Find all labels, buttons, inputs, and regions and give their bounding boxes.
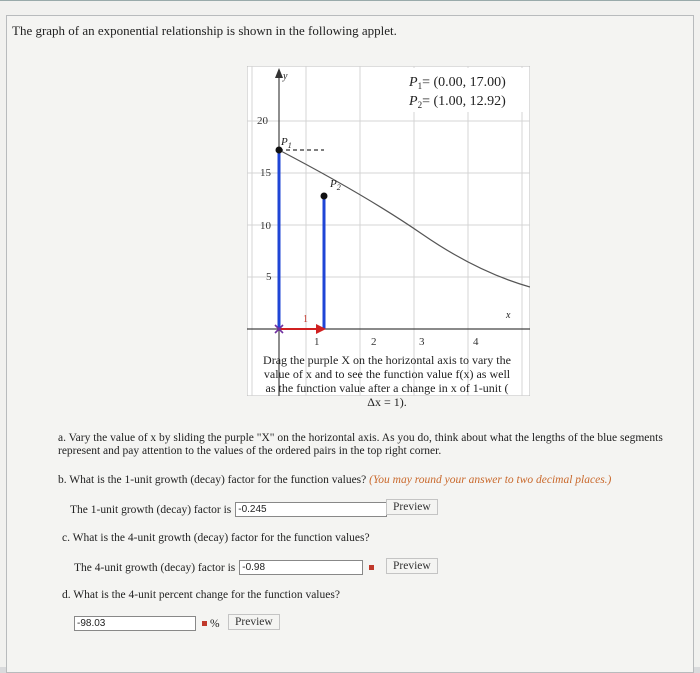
y-tick-label: 20 — [257, 115, 268, 127]
answer-row-d — [74, 616, 220, 631]
y-tick-label: 10 — [260, 220, 271, 232]
coordinates-readout — [402, 68, 528, 112]
y-tick-label: 15 — [260, 167, 271, 179]
x-tick-label: 1 — [303, 314, 308, 325]
preview-button-b[interactable]: Preview — [386, 499, 438, 515]
answer-row-b: The 1-unit growth (decay) factor is -0.245 — [70, 502, 398, 517]
percent-unit: % — [210, 617, 220, 630]
applet-caption: Drag the purple X on the horizontal axis to vary the value of x and to see the function value f(x) as well as the function value after a change in x of 1-unit ( Δx = 1). — [263, 353, 511, 409]
answer-input-d[interactable]: -98.03 — [74, 616, 196, 631]
incorrect-mark-icon — [369, 565, 374, 570]
question-a: a. Vary the value of x by sliding the purple "X" on the horizontal axis. As you do, think about what the lengths of the blue segments represent and pay attention to the values of the ordered pairs in the top right corner. — [58, 432, 663, 457]
incorrect-mark-icon — [202, 621, 207, 626]
x-axis-label: x — [506, 310, 511, 321]
question-b: b. What is the 1-unit growth (decay) factor for the function values? (You may round your answer to two decimal places.) — [58, 474, 612, 486]
svg-text:P1= (0.00, 17.00): $P_1= (0.00$, 17.00) — [409, 75, 506, 91]
rounding-hint: (You may round your answer to two decimal places.) — [369, 474, 612, 486]
preview-button-c[interactable]: Preview — [386, 558, 438, 574]
y-axis-label: y — [283, 71, 288, 82]
x-tick-label: 4 — [473, 336, 479, 348]
answer-input-b[interactable]: -0.245 — [235, 502, 387, 517]
x-tick-label: 2 — [371, 336, 377, 348]
svg-text:P2= (1.00, 12.92): $P_2= (1.00$, 12.92) — [409, 94, 506, 110]
point-p1-label: $P_1$ — [281, 136, 292, 150]
question-c: c. What is the 4-unit growth (decay) factor for the function values? — [62, 532, 370, 544]
point-p2-label: $P_2$ — [330, 178, 341, 192]
answer-row-c: The 4-unit growth (decay) factor is -0.98 — [74, 560, 374, 575]
intro-text: The graph of an exponential relationship is shown in the following applet. — [12, 23, 397, 38]
preview-button-d[interactable]: Preview — [228, 614, 280, 630]
x-tick-label: 1 — [314, 336, 320, 348]
graph-applet[interactable] — [247, 66, 530, 396]
y-tick-label: 5 — [266, 271, 272, 283]
question-d: d. What is the 4-unit percent change for the function values? — [62, 589, 340, 601]
answer-input-c[interactable]: -0.98 — [239, 560, 363, 575]
point-p2[interactable] — [321, 193, 328, 200]
x-tick-label: 3 — [419, 336, 425, 348]
